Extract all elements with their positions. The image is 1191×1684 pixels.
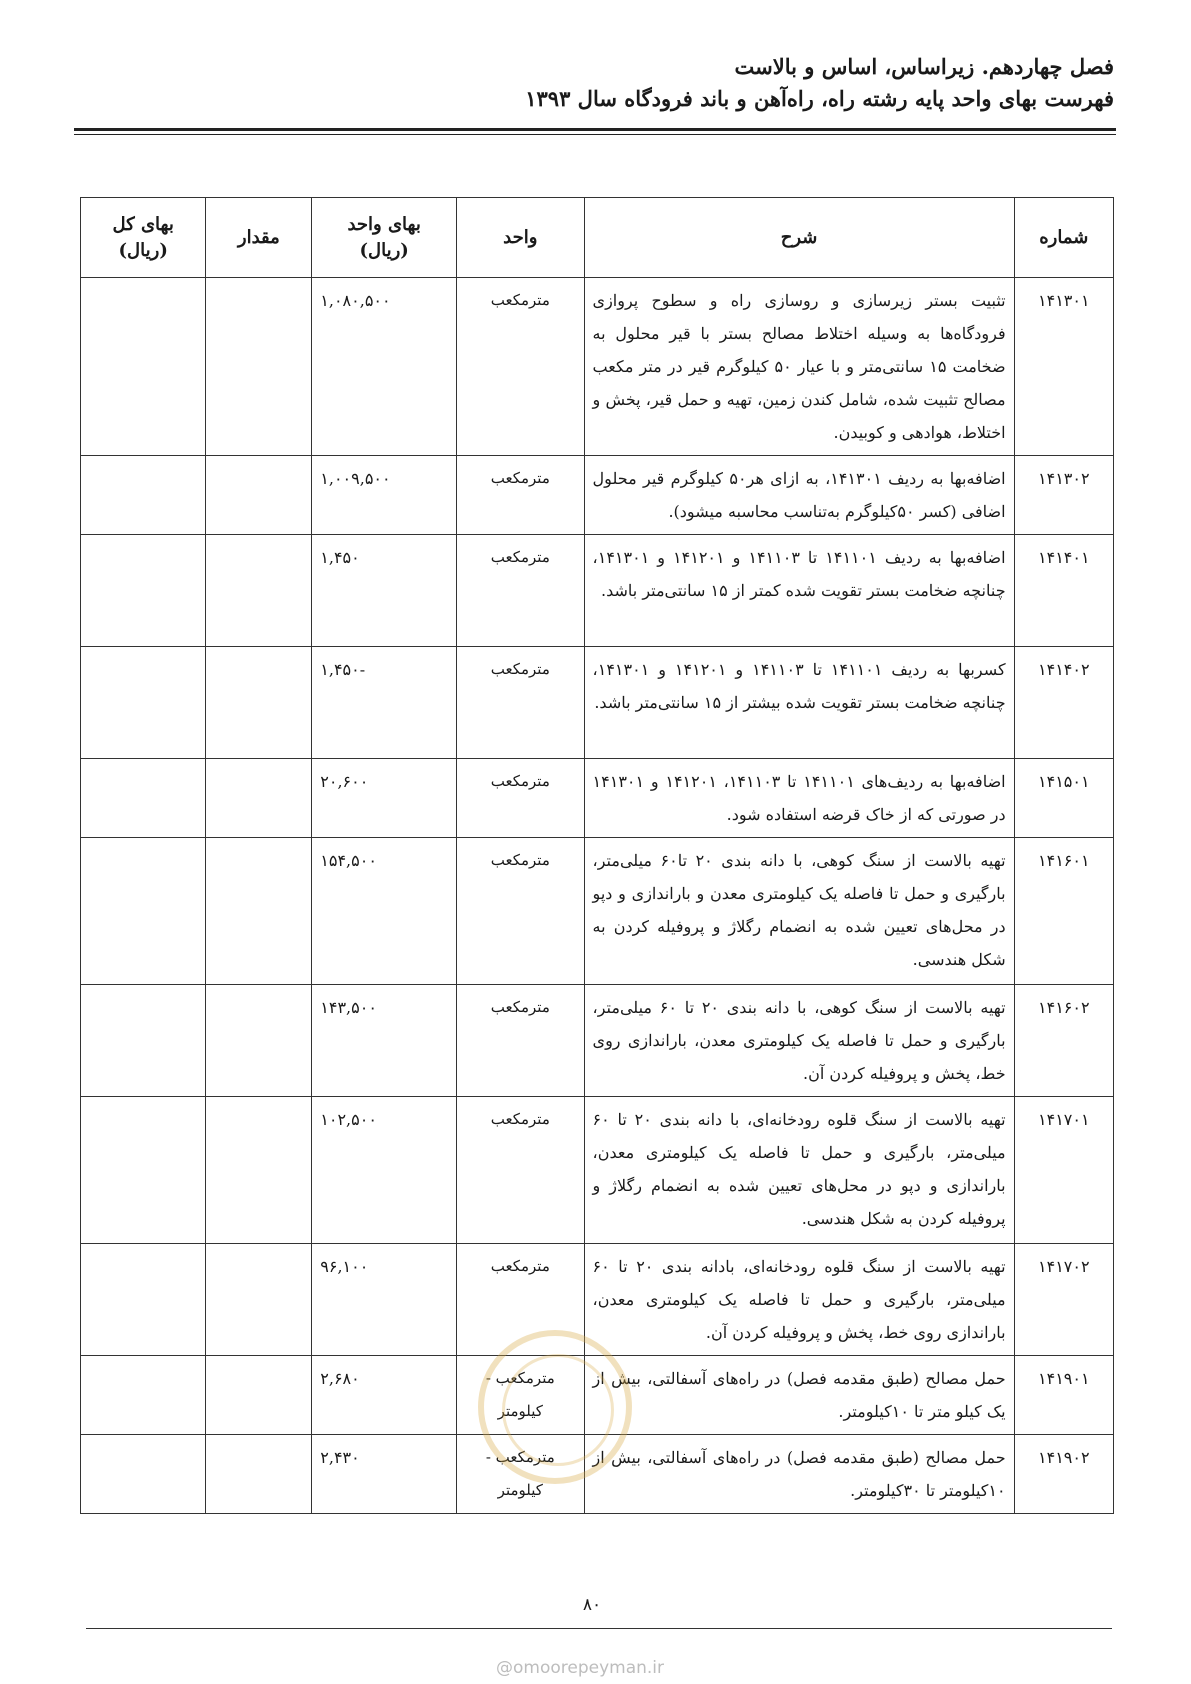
item-description: تهیه بالاست از سنگ قلوه رودخانه‌ای، با دانه بندی ۲۰ تا ۶۰ میلی‌متر، بارگیری و حمل تا فاصله یک کیلومتری معدن، باراندازی و دپو در محل‌های تعیین شده به انضمام رگلاژ و پروفیله کردن به شکل هندسی. <box>584 1097 1014 1244</box>
item-total <box>81 456 206 535</box>
table-row <box>81 456 1114 535</box>
item-description: تثبیت بستر زیرسازی و روسازی راه و سطوح پروازی فرودگاه‌ها به وسیله اختلاط مصالح بستر با قیر محلول به ضخامت ۱۵ سانتی‌متر و با عیار ۵۰ کیلوگرم قیر در متر مکعب مصالح تثبیت شده، شامل کندن زمین، تهیه و حمل قیر، پخش و اختلاط، هوادهی و کوبیدن. <box>584 278 1014 456</box>
item-total <box>81 985 206 1097</box>
item-total <box>81 1435 206 1514</box>
item-unit-price: ۲۰,۶۰۰ <box>312 759 457 838</box>
item-description: تهیه بالاست از سنگ کوهی، با دانه بندی ۲۰ تا ۶۰ میلی‌متر، بارگیری و حمل تا فاصله یک کیلومتری معدن، باراندازی روی خط، پخش و پروفیله کردن آن. <box>584 985 1014 1097</box>
item-code: ۱۴۱۴۰۱ <box>1014 535 1113 647</box>
table-row <box>81 535 1114 647</box>
header-quantity: مقدار <box>206 198 312 278</box>
item-quantity <box>206 838 312 985</box>
header-unit: واحد <box>457 198 585 278</box>
table-header-row <box>81 198 1114 278</box>
item-total <box>81 759 206 838</box>
header-total: بهای کل (ریال) <box>81 198 206 278</box>
item-description: اضافه‌بها به ردیف ۱۴۱۱۰۱ تا ۱۴۱۱۰۳ و ۱۴۱۲۰۱ و ۱۴۱۳۰۱، چنانچه ضخامت بستر تقویت شده کمتر از ۱۵ سانتی‌متر باشد. <box>584 535 1014 647</box>
item-unit-price: ۱,۴۵۰ <box>312 535 457 647</box>
item-quantity <box>206 278 312 456</box>
table-row <box>81 278 1114 456</box>
item-code: ۱۴۱۶۰۱ <box>1014 838 1113 985</box>
item-quantity <box>206 1435 312 1514</box>
item-code: ۱۴۱۹۰۱ <box>1014 1356 1113 1435</box>
item-unit: مترمکعب <box>457 647 585 759</box>
item-total <box>81 647 206 759</box>
item-quantity <box>206 647 312 759</box>
item-quantity <box>206 1097 312 1244</box>
item-code: ۱۴۱۵۰۱ <box>1014 759 1113 838</box>
item-quantity <box>206 759 312 838</box>
header-code: شماره <box>1014 198 1113 278</box>
item-total <box>81 1097 206 1244</box>
page-number: ۸۰ <box>582 1595 602 1615</box>
item-unit-price: ۱۰۲,۵۰۰ <box>312 1097 457 1244</box>
footer-rule <box>86 1628 1112 1629</box>
item-code: ۱۴۱۳۰۱ <box>1014 278 1113 456</box>
watermark-text: @omoorepeyman.ir <box>495 1658 665 1678</box>
item-description: اضافه‌بها به ردیف‌های ۱۴۱۱۰۱ تا ۱۴۱۱۰۳، ۱۴۱۲۰۱ و ۱۴۱۳۰۱ در صورتی که از خاک قرضه استفاده شود. <box>584 759 1014 838</box>
item-total <box>81 278 206 456</box>
item-unit: مترمکعب <box>457 278 585 456</box>
item-unit: مترمکعب - کیلومتر <box>457 1356 585 1435</box>
item-code: ۱۴۱۷۰۲ <box>1014 1244 1113 1356</box>
item-quantity <box>206 1356 312 1435</box>
item-code: ۱۴۱۹۰۲ <box>1014 1435 1113 1514</box>
item-description: تهیه بالاست از سنگ کوهی، با دانه بندی ۲۰ تا۶۰ میلی‌متر، بارگیری و حمل تا فاصله یک کیلومتری معدن و باراندازی و دپو در محل‌های تعیین شده به انضمام رگلاژ و پروفیله کردن به شکل هندسی. <box>584 838 1014 985</box>
item-code: ۱۴۱۴۰۲ <box>1014 647 1113 759</box>
item-unit: مترمکعب <box>457 985 585 1097</box>
item-unit: مترمکعب <box>457 759 585 838</box>
item-quantity <box>206 1244 312 1356</box>
table-row <box>81 1435 1114 1514</box>
table-row <box>81 985 1114 1097</box>
item-quantity <box>206 535 312 647</box>
item-code: ۱۴۱۷۰۱ <box>1014 1097 1113 1244</box>
header-rule-thick <box>74 128 1116 131</box>
item-total <box>81 1356 206 1435</box>
item-quantity <box>206 456 312 535</box>
item-unit-price: ۲,۶۸۰ <box>312 1356 457 1435</box>
item-description: حمل مصالح (طبق مقدمه فصل) در راه‌های آسفالتی، بیش از یک کیلو متر تا ۱۰کیلومتر. <box>584 1356 1014 1435</box>
item-unit-price: ۲,۴۳۰ <box>312 1435 457 1514</box>
price-list-table <box>80 197 1114 1514</box>
table-row <box>81 759 1114 838</box>
item-total <box>81 838 206 985</box>
item-unit: مترمکعب <box>457 456 585 535</box>
item-unit-price: ۱,۰۰۹,۵۰۰ <box>312 456 457 535</box>
page-header <box>80 52 1114 114</box>
item-unit-price: ۱۵۴,۵۰۰ <box>312 838 457 985</box>
item-unit-price: ۱۴۳,۵۰۰ <box>312 985 457 1097</box>
table-row <box>81 647 1114 759</box>
header-unit-price: بهای واحد (ریال) <box>312 198 457 278</box>
table-row <box>81 838 1114 985</box>
item-unit: مترمکعب <box>457 1097 585 1244</box>
item-unit: مترمکعب - کیلومتر <box>457 1435 585 1514</box>
item-description: تهیه بالاست از سنگ قلوه رودخانه‌ای، بادانه بندی ۲۰ تا ۶۰ میلی‌متر، بارگیری و حمل تا فاصله یک کیلومتری معدن، باراندازی روی خط، پخش و پروفیله کردن آن. <box>584 1244 1014 1356</box>
header-rule-thin <box>74 134 1116 135</box>
item-unit: مترمکعب <box>457 838 585 985</box>
document-subtitle: فهرست بهای واحد پایه رشته راه، راه‌آهن و باند فرودگاه سال ۱۳۹۳ <box>525 86 1114 111</box>
item-unit-price: -۱,۴۵۰ <box>312 647 457 759</box>
item-code: ۱۴۱۶۰۲ <box>1014 985 1113 1097</box>
item-description: حمل مصالح (طبق مقدمه فصل) در راه‌های آسفالتی، بیش از ۱۰کیلومتر تا ۳۰کیلومتر. <box>584 1435 1014 1514</box>
item-description: کسربها به ردیف ۱۴۱۱۰۱ تا ۱۴۱۱۰۳ و ۱۴۱۲۰۱ و ۱۴۱۳۰۱، چنانچه ضخامت بستر تقویت شده بیشتر از ۱۵ سانتی‌متر باشد. <box>584 647 1014 759</box>
table-body <box>81 278 1114 1514</box>
item-description: اضافه‌بها به ردیف ۱۴۱۳۰۱، به ازای هر۵۰ کیلوگرم قیر محلول اضافی (کسر ۵۰کیلوگرم به‌تناسب محاسبه میشود). <box>584 456 1014 535</box>
item-code: ۱۴۱۳۰۲ <box>1014 456 1113 535</box>
chapter-title: فصل چهاردهم. زیراساس، اساس و بالاست <box>734 54 1114 79</box>
item-unit: مترمکعب <box>457 1244 585 1356</box>
table-row <box>81 1097 1114 1244</box>
item-total <box>81 535 206 647</box>
table-row <box>81 1356 1114 1435</box>
item-unit: مترمکعب <box>457 535 585 647</box>
header-description: شرح <box>584 198 1014 278</box>
item-unit-price: ۱,۰۸۰,۵۰۰ <box>312 278 457 456</box>
item-unit-price: ۹۶,۱۰۰ <box>312 1244 457 1356</box>
item-total <box>81 1244 206 1356</box>
table-row <box>81 1244 1114 1356</box>
item-quantity <box>206 985 312 1097</box>
